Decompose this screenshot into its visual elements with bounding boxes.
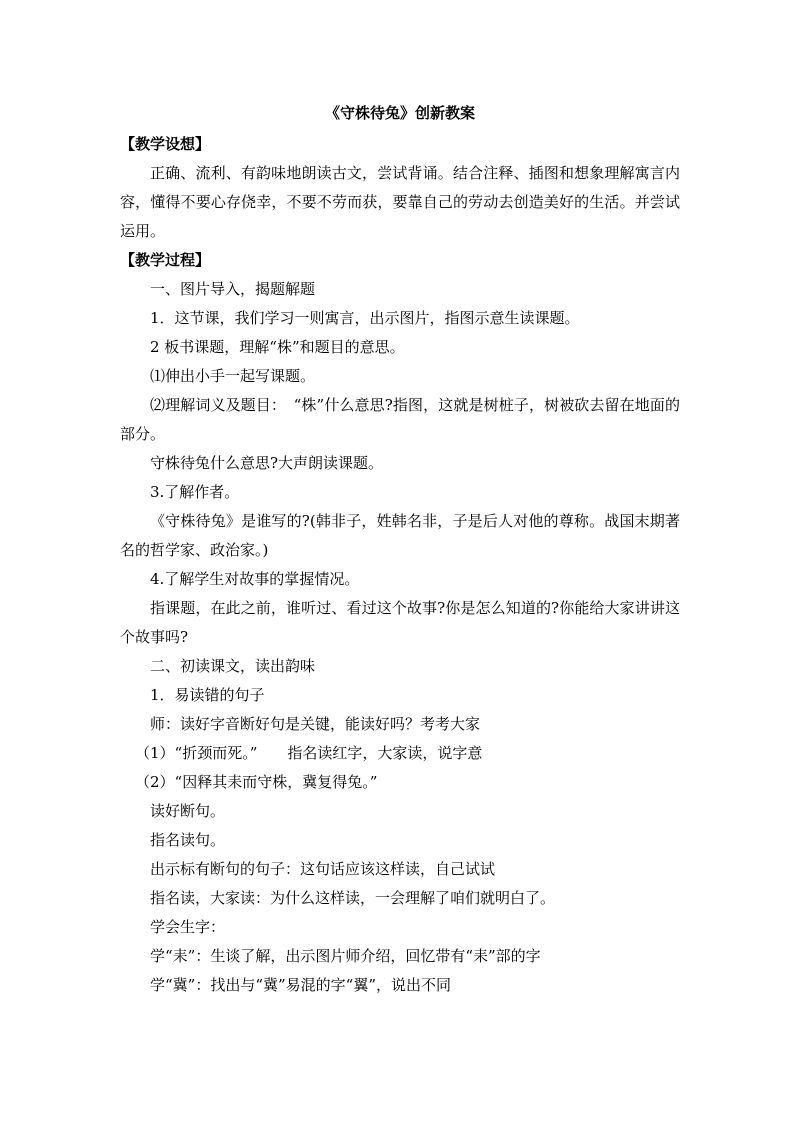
document-title: 《守株待兔》创新教案 <box>324 104 475 122</box>
process-line: （1）“折颈而死。” 指名读红字，大家读，说字意 <box>135 744 483 762</box>
process-line: 2 板书课题，理解“株”和题目的意思。 <box>150 338 405 356</box>
process-line: 学会生字： <box>150 918 226 936</box>
process-line: 学“冀”：找出与“冀”易混的字“翼”，说出不同 <box>150 976 452 994</box>
process-line: 守株待兔什么意思?大声朗读课题。 <box>150 454 384 472</box>
process-line: 学“耒”：生谈了解，出示图片师介绍，回忆带有“耒”部的字 <box>150 947 541 965</box>
process-line: 3.了解作者。 <box>150 483 240 501</box>
process-line: 读好断句。 <box>150 802 226 820</box>
section-heading-teaching-process: 【教学过程】 <box>120 251 211 269</box>
process-line: 师：读好字音断好句是关键，能读好吗？考考大家 <box>150 715 481 733</box>
process-line: 1．这节课，我们学习一则寓言，出示图片，指图示意生读课题。 <box>150 309 580 327</box>
paragraph-teaching-idea: 正确、流利、有韵味地朗读古文，尝试背诵。结合注释、插图和想象理解寓言内容，懂得不要心存侥幸，不要不劳而获，要靠自己的劳动去创造美好的生活。并尝试运用。 <box>120 164 680 240</box>
process-line: （2）“因释其耒而守株，冀复得兔。” <box>135 773 378 791</box>
process-line: ⑴伸出小手一起写课题。 <box>150 367 316 385</box>
process-line: 1．易读错的句子 <box>150 686 265 704</box>
process-line: 出示标有断句的句子：这句话应该这样读，自己试试 <box>150 860 496 878</box>
section-heading-teaching-idea: 【教学设想】 <box>120 135 211 153</box>
process-line: 二、初读课文，读出韵味 <box>150 657 316 675</box>
process-line: 指名读，大家读：为什么这样读，一会理解了咱们就明白了。 <box>150 889 556 907</box>
process-line: 《守株待兔》是谁写的?(韩非子，姓韩名非，子是后人对他的尊称。战国末期著名的哲学家、政治家。) <box>120 512 680 559</box>
process-line: 4.了解学生对故事的掌握情况。 <box>150 570 360 588</box>
process-line: 指名读句。 <box>150 831 226 849</box>
process-line: 一、图片导入，揭题解题 <box>150 280 316 298</box>
process-line: ⑵理解词义及题目： “株”什么意思?指图，这就是树桩子，树被砍去留在地面的部分。 <box>120 396 680 443</box>
process-line: 指课题，在此之前，谁听过、看过这个故事?你是怎么知道的?你能给大家讲讲这个故事吗? <box>120 599 680 646</box>
document-body <box>120 100 680 1000</box>
